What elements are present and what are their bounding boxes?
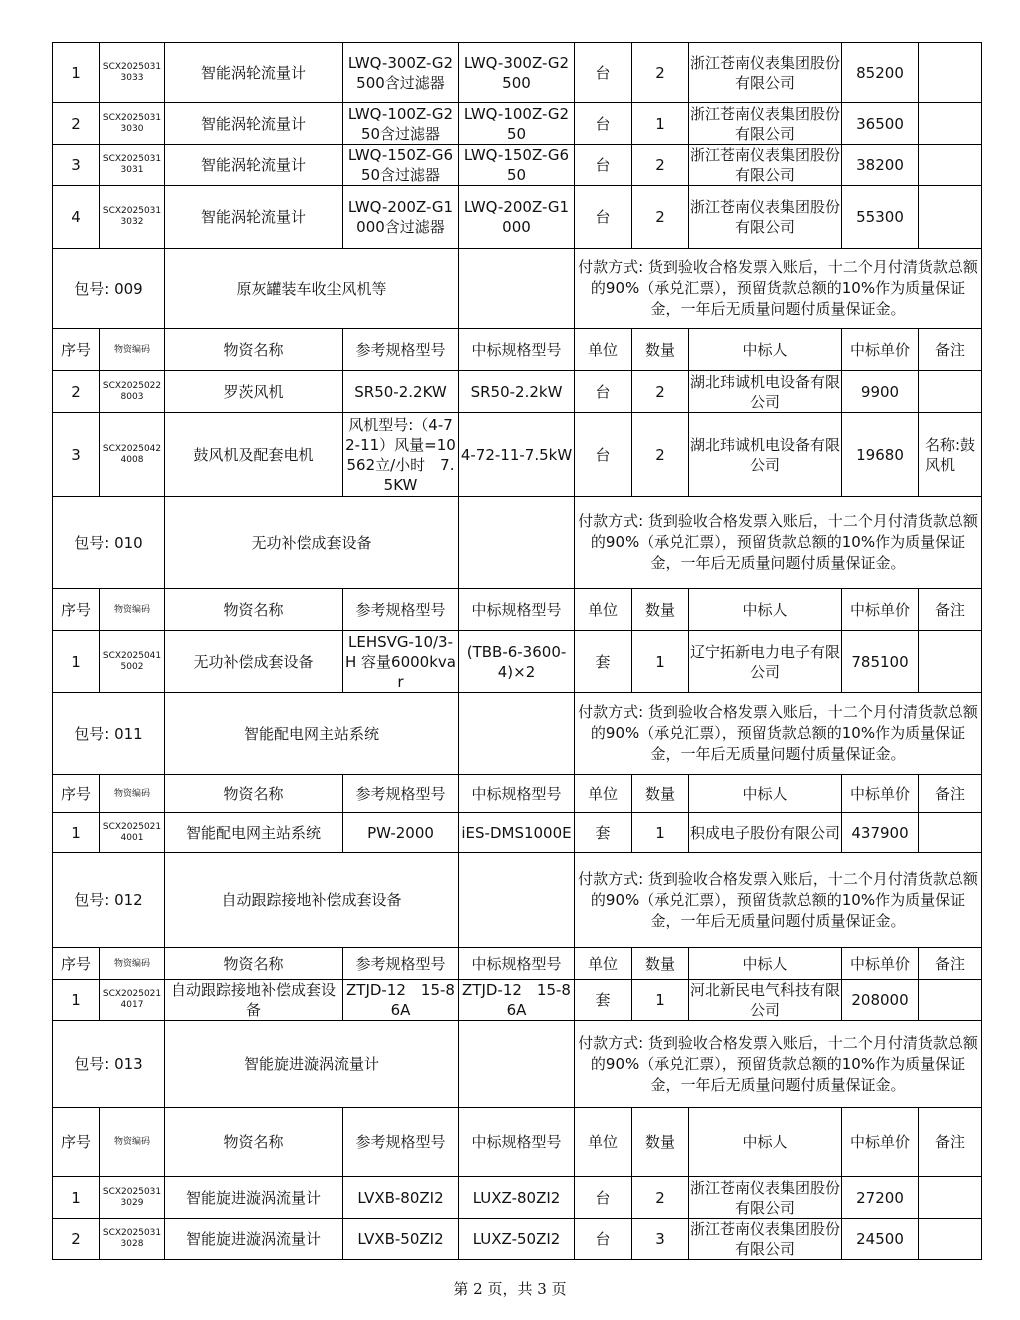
cell-price: 208000	[842, 980, 919, 1021]
header-name: 物资名称	[165, 775, 343, 813]
cell-remark	[919, 631, 982, 693]
cell-remark: 名称:鼓风机	[919, 413, 982, 497]
table-row	[53, 186, 982, 249]
package-header-row	[53, 1021, 982, 1108]
cell-price: 27200	[842, 1177, 919, 1219]
header-price: 中标单价	[842, 589, 919, 631]
cell-qty: 2	[632, 371, 689, 413]
header-winner: 中标人	[689, 329, 842, 371]
payment-terms: 付款方式: 货到验收合格发票入账后，十二个月付清货款总额的90%（承兑汇票），预留货款总额的10%作为质量保证金，一年后无质量问题付质量保证金。	[575, 1021, 982, 1108]
table-row	[53, 371, 982, 413]
table-row	[53, 1177, 982, 1219]
cell-ref-spec: 风机型号:（4-72-11）风量=10562立/小时 7.5KW	[343, 413, 459, 497]
column-header-row	[53, 775, 982, 813]
header-seq: 序号	[53, 329, 100, 371]
header-seq: 序号	[53, 589, 100, 631]
cell-remark	[919, 1177, 982, 1219]
cell-winner: 浙江苍南仪表集团股份有限公司	[690, 104, 841, 143]
table-row	[53, 43, 982, 103]
cell-winner: 浙江苍南仪表集团股份有限公司	[690, 146, 841, 184]
cell-code: SCX20250313032	[100, 186, 165, 249]
cell-code: SCX20250313028	[100, 1219, 165, 1260]
header-bid-spec: 中标规格型号	[459, 589, 575, 631]
cell-code: SCX20250214001	[100, 813, 165, 853]
header-code: 物资编码	[100, 329, 165, 371]
cell-code: SCX20250228003	[100, 371, 165, 413]
cell-price: 55300	[842, 186, 919, 249]
package-number: 包号: 009	[53, 249, 165, 329]
cell-bid-spec: LUXZ-50ZI2	[459, 1219, 575, 1260]
cell-ref-spec: LWQ-150Z-G650含过滤器	[343, 145, 459, 186]
cell-price: 785100	[842, 631, 919, 693]
header-ref-spec: 参考规格型号	[343, 329, 459, 371]
cell-unit: 台	[575, 371, 632, 413]
header-bid-spec: 中标规格型号	[459, 775, 575, 813]
header-seq: 序号	[53, 775, 100, 813]
package-header-row	[53, 249, 982, 329]
cell-bid-spec: LWQ-100Z-G250	[459, 103, 575, 145]
cell-seq: 1	[53, 813, 100, 853]
header-remark: 备注	[919, 1108, 982, 1177]
package-blank	[459, 249, 575, 329]
cell-code: SCX20250313030	[100, 103, 165, 145]
header-name: 物资名称	[165, 1108, 343, 1177]
header-remark: 备注	[919, 329, 982, 371]
cell-ref-spec: LWQ-100Z-G250含过滤器	[343, 103, 459, 145]
cell-qty: 2	[632, 413, 689, 497]
package-header-row	[53, 497, 982, 589]
header-qty: 数量	[632, 775, 689, 813]
package-number: 包号: 010	[53, 497, 165, 589]
cell-unit: 台	[575, 43, 632, 103]
header-qty: 数量	[632, 1108, 689, 1177]
column-header-row	[53, 948, 982, 980]
column-header-row	[53, 589, 982, 631]
cell-winner: 浙江苍南仪表集团股份有限公司	[689, 43, 842, 103]
package-blank	[459, 1021, 575, 1108]
cell-winner: 湖北玮诚机电设备有限公司	[689, 413, 842, 497]
cell-qty: 3	[632, 1219, 689, 1260]
header-code: 物资编码	[100, 589, 165, 631]
header-bid-spec: 中标规格型号	[459, 1108, 575, 1177]
cell-seq: 3	[53, 413, 100, 497]
cell-price: 19680	[842, 413, 919, 497]
cell-winner: 湖北玮诚机电设备有限公司	[690, 372, 841, 411]
payment-terms: 付款方式: 货到验收合格发票入账后，十二个月付清货款总额的90%（承兑汇票），预留货款总额的10%作为质量保证金，一年后无质量问题付质量保证金。	[575, 693, 982, 775]
cell-bid-spec: LUXZ-80ZI2	[459, 1177, 575, 1219]
header-winner: 中标人	[689, 948, 842, 980]
cell-seq: 1	[53, 980, 100, 1021]
package-title: 无功补偿成套设备	[165, 497, 459, 589]
package-blank	[459, 693, 575, 775]
package-number: 包号: 013	[53, 1021, 165, 1108]
cell-seq: 1	[53, 1177, 100, 1219]
cell-code: SCX20250313031	[100, 145, 165, 186]
cell-remark	[919, 813, 982, 853]
cell-name: 智能旋进漩涡流量计	[165, 1177, 343, 1219]
package-title: 智能旋进漩涡流量计	[165, 1021, 459, 1108]
header-winner: 中标人	[689, 775, 842, 813]
package-header-row	[53, 853, 982, 948]
cell-name: 罗茨风机	[165, 371, 343, 413]
table-row	[53, 631, 982, 693]
header-price: 中标单价	[842, 775, 919, 813]
cell-name: 智能涡轮流量计	[165, 103, 343, 145]
cell-price: 24500	[842, 1219, 919, 1260]
cell-price: 36500	[842, 103, 919, 145]
cell-winner: 积成电子股份有限公司	[689, 813, 842, 853]
header-unit: 单位	[575, 329, 632, 371]
table-row	[53, 413, 982, 497]
cell-unit: 套	[575, 631, 632, 693]
cell-seq: 1	[53, 43, 100, 103]
package-title: 智能配电网主站系统	[165, 693, 459, 775]
procurement-table	[52, 42, 982, 1260]
cell-seq: 4	[53, 186, 100, 249]
header-code: 物资编码	[100, 1108, 165, 1177]
cell-seq: 2	[53, 103, 100, 145]
cell-code: SCX20250424008	[100, 413, 165, 497]
cell-name: 智能旋进漩涡流量计	[165, 1219, 343, 1260]
package-blank	[459, 853, 575, 948]
package-blank	[459, 497, 575, 589]
header-remark: 备注	[919, 775, 982, 813]
header-price: 中标单价	[842, 1108, 919, 1177]
header-unit: 单位	[575, 948, 632, 980]
header-winner: 中标人	[689, 1108, 842, 1177]
cell-name: 智能涡轮流量计	[165, 186, 343, 249]
table-row	[53, 145, 982, 186]
cell-qty: 2	[632, 186, 689, 249]
cell-unit: 套	[575, 813, 632, 853]
cell-remark	[919, 145, 982, 186]
header-code: 物资编码	[100, 775, 165, 813]
cell-name: 无功补偿成套设备	[165, 631, 343, 693]
cell-unit: 台	[575, 103, 632, 145]
cell-qty: 1	[632, 631, 689, 693]
header-name: 物资名称	[165, 589, 343, 631]
cell-ref-spec: LVXB-50ZI2	[343, 1219, 459, 1260]
table-row	[53, 1219, 982, 1260]
cell-name: 智能涡轮流量计	[165, 43, 343, 103]
cell-seq: 2	[53, 371, 100, 413]
cell-price: 437900	[842, 813, 919, 853]
cell-bid-spec: iES-DMS1000E	[459, 813, 575, 853]
header-name: 物资名称	[165, 948, 343, 980]
header-name: 物资名称	[165, 329, 343, 371]
cell-qty: 1	[632, 103, 689, 145]
package-header-row	[53, 693, 982, 775]
cell-unit: 台	[575, 413, 632, 497]
cell-winner: 浙江苍南仪表集团股份有限公司	[690, 1178, 841, 1217]
cell-qty: 1	[632, 980, 689, 1021]
cell-winner: 浙江苍南仪表集团股份有限公司	[690, 1220, 841, 1258]
page-footer: 第 2 页，共 3 页	[453, 1280, 567, 1298]
cell-name: 智能涡轮流量计	[165, 145, 343, 186]
cell-ref-spec: LEHSVG-10/3-H 容量6000kvar	[343, 631, 459, 693]
cell-ref-spec: LWQ-300Z-G2500含过滤器	[343, 43, 459, 103]
header-ref-spec: 参考规格型号	[343, 775, 459, 813]
header-code: 物资编码	[100, 948, 165, 980]
cell-seq: 3	[53, 145, 100, 186]
header-bid-spec: 中标规格型号	[459, 948, 575, 980]
package-number: 包号: 012	[53, 853, 165, 948]
header-unit: 单位	[575, 1108, 632, 1177]
table-row	[53, 103, 982, 145]
cell-unit: 台	[575, 1177, 632, 1219]
header-ref-spec: 参考规格型号	[343, 589, 459, 631]
cell-remark	[919, 103, 982, 145]
payment-terms: 付款方式: 货到验收合格发票入账后，十二个月付清货款总额的90%（承兑汇票），预留货款总额的10%作为质量保证金，一年后无质量问题付质量保证金。	[575, 249, 982, 329]
cell-unit: 台	[575, 186, 632, 249]
cell-bid-spec: (TBB-6-3600-4)×2	[459, 631, 575, 693]
cell-bid-spec: LWQ-200Z-G1000	[459, 186, 575, 249]
cell-ref-spec: LWQ-200Z-G1000含过滤器	[343, 186, 459, 249]
cell-unit: 台	[575, 145, 632, 186]
cell-name: 智能配电网主站系统	[165, 813, 343, 853]
cell-bid-spec: ZTJD-12 15-86A	[459, 980, 575, 1021]
header-unit: 单位	[575, 775, 632, 813]
cell-remark	[919, 980, 982, 1021]
payment-terms: 付款方式: 货到验收合格发票入账后，十二个月付清货款总额的90%（承兑汇票），预留货款总额的10%作为质量保证金，一年后无质量问题付质量保证金。	[575, 853, 982, 948]
cell-ref-spec: SR50-2.2KW	[343, 371, 459, 413]
cell-remark	[919, 1219, 982, 1260]
package-title: 原灰罐装车收尘风机等	[165, 249, 459, 329]
cell-seq: 2	[53, 1219, 100, 1260]
cell-bid-spec: 4-72-11-7.5kW	[459, 413, 575, 497]
cell-remark	[919, 371, 982, 413]
cell-code: SCX20250313033	[100, 43, 165, 103]
cell-remark	[919, 43, 982, 103]
cell-bid-spec: LWQ-150Z-G650	[459, 145, 575, 186]
cell-code: SCX20250415002	[100, 631, 165, 693]
header-winner: 中标人	[689, 589, 842, 631]
cell-price: 85200	[842, 43, 919, 103]
cell-price: 9900	[842, 371, 919, 413]
cell-winner: 浙江苍南仪表集团股份有限公司	[689, 186, 842, 249]
cell-price: 38200	[842, 145, 919, 186]
header-seq: 序号	[53, 1108, 100, 1177]
column-header-row	[53, 1108, 982, 1177]
cell-winner: 辽宁拓新电力电子有限公司	[689, 631, 842, 693]
table-row	[53, 980, 982, 1021]
cell-unit: 套	[575, 980, 632, 1021]
cell-remark	[919, 186, 982, 249]
cell-qty: 1	[632, 813, 689, 853]
package-title: 自动跟踪接地补偿成套设备	[165, 853, 459, 948]
cell-unit: 台	[575, 1219, 632, 1260]
cell-bid-spec: SR50-2.2kW	[459, 371, 575, 413]
header-qty: 数量	[632, 589, 689, 631]
header-price: 中标单价	[842, 948, 919, 980]
cell-ref-spec: PW-2000	[343, 813, 459, 853]
cell-qty: 2	[632, 145, 689, 186]
header-qty: 数量	[632, 329, 689, 371]
header-unit: 单位	[575, 589, 632, 631]
header-ref-spec: 参考规格型号	[343, 948, 459, 980]
header-ref-spec: 参考规格型号	[343, 1108, 459, 1177]
cell-ref-spec: ZTJD-12 15-86A	[343, 980, 459, 1021]
cell-ref-spec: LVXB-80ZI2	[343, 1177, 459, 1219]
payment-terms: 付款方式: 货到验收合格发票入账后，十二个月付清货款总额的90%（承兑汇票），预留货款总额的10%作为质量保证金，一年后无质量问题付质量保证金。	[575, 497, 982, 589]
table-row	[53, 813, 982, 853]
cell-name: 自动跟踪接地补偿成套设备	[165, 980, 343, 1021]
header-remark: 备注	[919, 948, 982, 980]
cell-bid-spec: LWQ-300Z-G2500	[459, 43, 575, 103]
cell-seq: 1	[53, 631, 100, 693]
header-seq: 序号	[53, 948, 100, 980]
cell-code: SCX20250214017	[100, 980, 165, 1021]
header-qty: 数量	[632, 948, 689, 980]
cell-qty: 2	[632, 43, 689, 103]
cell-winner: 河北新民电气科技有限公司	[690, 981, 841, 1019]
header-bid-spec: 中标规格型号	[459, 329, 575, 371]
cell-name: 鼓风机及配套电机	[165, 413, 343, 497]
package-number: 包号: 011	[53, 693, 165, 775]
header-remark: 备注	[919, 589, 982, 631]
cell-code: SCX20250313029	[100, 1177, 165, 1219]
header-price: 中标单价	[842, 329, 919, 371]
cell-qty: 2	[632, 1177, 689, 1219]
column-header-row	[53, 329, 982, 371]
